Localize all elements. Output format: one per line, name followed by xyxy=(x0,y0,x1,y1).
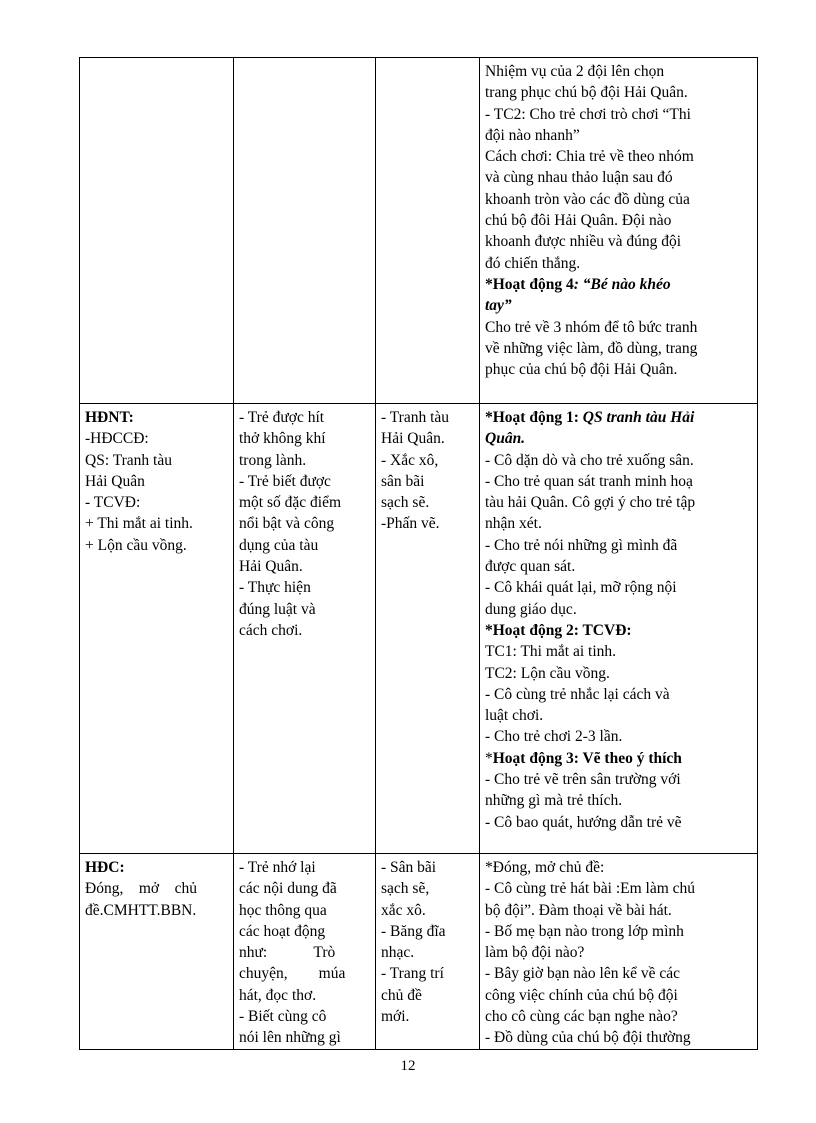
activity-4-title: : “Bé nào khéo xyxy=(573,275,671,293)
text-line: - Cho trẻ quan sát tranh minh hoạ xyxy=(485,472,693,490)
text-line: đúng luật và xyxy=(239,600,316,618)
text-line: học thông qua xyxy=(239,901,327,919)
text-line: sân bãi xyxy=(381,472,425,490)
text-line: - Trẻ được hít xyxy=(239,409,325,426)
page-number: 12 xyxy=(400,1058,416,1074)
text-line: công việc chính của chú bộ đội xyxy=(485,986,678,1004)
text-line: tàu hải Quân. Cô gợi ý cho trẻ tập xyxy=(485,494,696,512)
activity-1-label: *Hoạt động 1: xyxy=(485,409,583,426)
text-line: khoanh được nhiều và đúng đội xyxy=(485,233,682,251)
activity-4-heading xyxy=(485,274,752,295)
text-line: - Trẻ biết được xyxy=(239,472,331,490)
text-line: hát, đọc thơ. xyxy=(239,986,317,1004)
objective-cell xyxy=(234,58,376,404)
text-line: đó chiến thắng. xyxy=(485,254,581,272)
text-line: Hải Quân. xyxy=(381,430,445,448)
text-line: dụng của tàu xyxy=(239,536,319,554)
text-line: dung giáo dục. xyxy=(485,600,577,618)
section-heading-hdnt: HĐNT: xyxy=(85,409,134,426)
text-line: - Bây giờ bạn nào lên kể về các xyxy=(485,965,680,983)
text-line: TC2: Lộn cầu vồng. xyxy=(485,664,610,682)
text-line: sạch sẽ, xyxy=(381,880,430,898)
materials-cell xyxy=(376,854,480,1050)
text-line: thở không khí xyxy=(239,430,326,448)
activity-3-heading xyxy=(485,748,752,769)
text-line: các hoạt động xyxy=(239,922,326,940)
text-line: nhận xét. xyxy=(485,515,542,533)
text-line: - Băng đĩa xyxy=(381,922,446,940)
text-line: luật chơi. xyxy=(485,707,544,725)
procedure-cell xyxy=(480,58,758,404)
text-line: chú bộ đôi Hải Quân. Đội nào xyxy=(485,212,672,230)
text-line: - Xắc xô, xyxy=(381,451,439,469)
text-line: bộ đội”. Đàm thoại về bài hát. xyxy=(485,901,672,919)
text-line: - TC2: Cho trẻ chơi trò chơi “Thi xyxy=(485,105,691,123)
text-line: Cách chơi: Chia trẻ về theo nhóm xyxy=(485,148,694,166)
text-line: - Cô dặn dò và cho trẻ xuống sân. xyxy=(485,451,694,469)
text-line: TC1: Thi mắt ai tinh. xyxy=(485,643,617,661)
text-line: và cùng nhau thảo luận sau đó xyxy=(485,169,673,187)
text-line: - Cô cùng trẻ nhắc lại cách và xyxy=(485,685,670,703)
text-line: nổi bật và công xyxy=(239,515,335,533)
text-line: nhạc. xyxy=(381,944,415,962)
text-line: - Tranh tàu xyxy=(381,409,450,426)
text-line: - Cho trẻ chơi 2-3 lần. xyxy=(485,728,623,746)
activity-4-title-cont: tay” xyxy=(485,297,512,315)
activity-cell xyxy=(80,854,234,1050)
text-line: làm bộ đội nào? xyxy=(485,944,585,962)
activity-2-heading: *Hoạt động 2: TCVĐ: xyxy=(485,621,632,639)
text-line: những gì mà trẻ thích. xyxy=(485,792,623,810)
text-line: được quan sát. xyxy=(485,558,576,576)
text-line: chủ đề xyxy=(381,986,422,1004)
text-line: trang phục chú bộ đội Hải Quân. xyxy=(485,84,688,102)
text-line: chuyện, múa xyxy=(239,965,346,983)
text-line: khoanh tròn vào các đồ dùng của xyxy=(485,190,690,208)
text-line: - Thực hiện xyxy=(239,579,311,597)
procedure-cell xyxy=(480,854,758,1050)
text-line: một số đặc điểm xyxy=(239,494,342,512)
activity-3-star: * xyxy=(485,749,493,767)
text-line: Nhiệm vụ của 2 đội lên chọn xyxy=(485,63,665,80)
text-line: - Cô khái quát lại, mỡ rộng nội xyxy=(485,579,677,597)
text-line: cho cô cùng các bạn nghe nào? xyxy=(485,1008,678,1026)
text-line: trong lành. xyxy=(239,451,307,469)
objective-cell xyxy=(234,404,376,854)
text-line: Hải Quân. xyxy=(239,558,303,576)
text-line: như: Trò xyxy=(239,944,336,962)
text-line: mới. xyxy=(381,1008,410,1026)
activity-1-title: QS tranh tàu Hải xyxy=(582,409,695,426)
materials-cell xyxy=(376,58,480,404)
text-line: - TCVĐ: xyxy=(85,494,141,512)
text-line: - Trẻ nhớ lại xyxy=(239,859,316,876)
text-line: nói lên những gì xyxy=(239,1029,341,1047)
activity-cell xyxy=(80,58,234,404)
text-line: + Lộn cầu vồng. xyxy=(85,536,187,554)
table-row xyxy=(80,854,758,1050)
materials-cell xyxy=(376,404,480,854)
activity-cell xyxy=(80,404,234,854)
text-line: - Bố mẹ bạn nào trong lớp mình xyxy=(485,922,684,940)
activity-4-label: *Hoạt động 4 xyxy=(485,275,574,293)
text-line: Cho trẻ về 3 nhóm để tô bức tranh xyxy=(485,318,698,336)
text-line: - Trang trí xyxy=(381,965,444,983)
text-line: - Cô bao quát, hướng dẫn trẻ vẽ xyxy=(485,813,682,831)
text-line: đội nào nhanh” xyxy=(485,126,580,144)
table-row xyxy=(80,404,758,854)
text-line: - Cô cùng trẻ hát bài :Em làm chú xyxy=(485,880,696,898)
text-line: + Thi mắt ai tinh. xyxy=(85,515,193,533)
text-line: Hải Quân xyxy=(85,472,145,490)
text-line: sạch sẽ. xyxy=(381,494,430,512)
activity-3-title: Hoạt động 3: Vẽ theo ý thích xyxy=(492,749,682,767)
text-line: -HĐCCĐ: xyxy=(85,430,149,448)
text-line: - Cho trẻ vẽ trên sân trường với xyxy=(485,771,681,789)
text-line: - Biết cùng cô xyxy=(239,1008,327,1026)
text-line: các nội dung đã xyxy=(239,880,337,898)
text-line: - Sân bãi xyxy=(381,859,437,876)
text-line: - Đồ dùng của chú bộ đội thường xyxy=(485,1029,691,1047)
text-line: - Cho trẻ nói những gì mình đã xyxy=(485,536,678,554)
section-heading-hdc: HĐC: xyxy=(85,859,125,876)
text-line: Đóng, mở chủ xyxy=(85,880,197,898)
text-line: xắc xô. xyxy=(381,901,426,919)
text-line: -Phấn vẽ. xyxy=(381,515,440,533)
text-line: về những việc làm, đồ dùng, trang xyxy=(485,339,698,357)
activity-1-heading xyxy=(485,407,752,428)
text-line: phục của chú bộ đội Hải Quân. xyxy=(485,361,678,379)
text-line: QS: Tranh tàu xyxy=(85,451,172,469)
text-line: *Đóng, mở chủ đề: xyxy=(485,859,605,876)
lesson-plan-table xyxy=(79,57,758,1050)
text-line: cách chơi. xyxy=(239,621,303,639)
procedure-cell xyxy=(480,404,758,854)
objective-cell xyxy=(234,854,376,1050)
table-row xyxy=(80,58,758,404)
activity-1-title-cont: Quân. xyxy=(485,430,526,448)
text-line: đề.CMHTT.BBN. xyxy=(85,901,197,919)
